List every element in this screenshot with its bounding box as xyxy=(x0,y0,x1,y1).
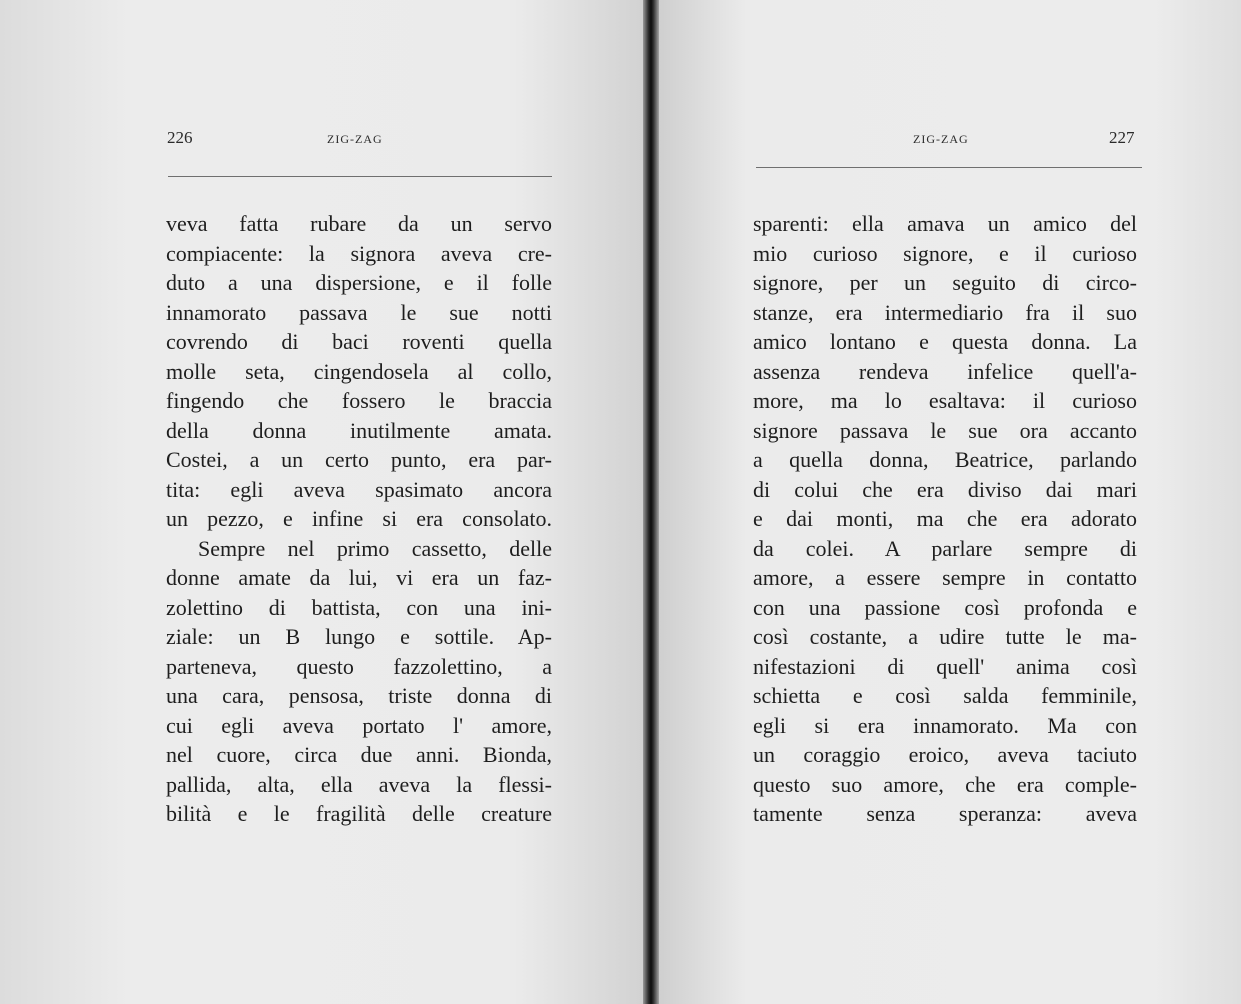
text-line: con una passione così profonda e xyxy=(753,594,1137,620)
text-line: Sempre nel primo cassetto, delle xyxy=(198,535,552,561)
page-number: 227 xyxy=(1109,128,1135,147)
text-line: schietta e così salda femminile, xyxy=(753,683,1137,708)
text-line: pallida, alta, ella aveva la flessi- xyxy=(166,771,552,797)
book-gutter xyxy=(643,0,659,1004)
text-line: sparenti: ella amava un amico del xyxy=(753,211,1137,236)
text-line: donne amate da lui, vi era un faz- xyxy=(166,565,552,590)
text-line: parteneva, questo fazzolettino, a xyxy=(166,653,552,679)
text-line: un pezzo, e infine si era consolato. xyxy=(166,506,552,531)
text-line: mio curioso signore, e il curioso xyxy=(753,240,1137,266)
text-line: di colui che era diviso dai mari xyxy=(753,476,1137,502)
text-line: amico lontano e questa donna. La xyxy=(753,329,1137,354)
text-line: questo suo amore, che era comple- xyxy=(753,771,1137,797)
header-rule xyxy=(756,167,1142,168)
text-line: molle seta, cingendosela al collo, xyxy=(166,358,552,384)
text-line: una cara, pensosa, triste donna di xyxy=(166,683,552,708)
text-line: e dai monti, ma che era adorato xyxy=(753,506,1137,531)
text-line: Costei, a un certo punto, era par- xyxy=(166,447,552,472)
text-line: nel cuore, circa due anni. Bionda, xyxy=(166,742,552,767)
left-page-body xyxy=(166,209,552,829)
text-line: covrendo di baci roventi quella xyxy=(166,329,552,354)
text-line: tita: egli aveva spasimato ancora xyxy=(166,476,552,502)
text-line: signore, per un seguito di circo- xyxy=(753,270,1137,295)
text-line: more, ma lo esaltava: il curioso xyxy=(753,388,1137,413)
text-line: un coraggio eroico, aveva taciuto xyxy=(753,742,1137,767)
right-page xyxy=(659,0,1241,1004)
text-line: della donna inutilmente amata. xyxy=(166,417,552,443)
text-line: signore passava le sue ora accanto xyxy=(753,417,1137,443)
text-line: amore, a essere sempre in contatto xyxy=(753,565,1137,590)
text-line: nifestazioni di quell' anima così xyxy=(753,653,1137,679)
running-title: ZIG-ZAG xyxy=(913,132,969,146)
text-line: stanze, era intermediario fra il suo xyxy=(753,299,1137,325)
text-line: da colei. A parlare sempre di xyxy=(753,535,1137,561)
text-line: così costante, a udire tutte le ma- xyxy=(753,624,1137,649)
header-rule xyxy=(168,176,552,177)
text-line: assenza rendeva infelice quell'a- xyxy=(753,358,1137,384)
text-line: egli si era innamorato. Ma con xyxy=(753,712,1137,738)
left-page-header xyxy=(0,128,643,158)
text-line: tamente senza speranza: aveva xyxy=(753,801,1137,826)
right-page-body xyxy=(753,209,1137,829)
right-page-header xyxy=(659,128,1241,158)
text-line: duto a una dispersione, e il folle xyxy=(166,270,552,295)
text-line: a quella donna, Beatrice, parlando xyxy=(753,447,1137,472)
running-title: ZIG-ZAG xyxy=(327,132,383,146)
text-line: cui egli aveva portato l' amore, xyxy=(166,712,552,738)
text-line: fingendo che fossero le braccia xyxy=(166,388,552,413)
text-line: compiacente: la signora aveva cre- xyxy=(166,240,552,266)
text-line: innamorato passava le sue notti xyxy=(166,299,552,325)
text-line: bilità e le fragilità delle creature xyxy=(166,801,552,826)
page-number: 226 xyxy=(167,128,193,147)
text-line: zolettino di battista, con una ini- xyxy=(166,594,552,620)
text-line: ziale: un B lungo e sottile. Ap- xyxy=(166,624,552,649)
text-line: veva fatta rubare da un servo xyxy=(166,211,552,236)
